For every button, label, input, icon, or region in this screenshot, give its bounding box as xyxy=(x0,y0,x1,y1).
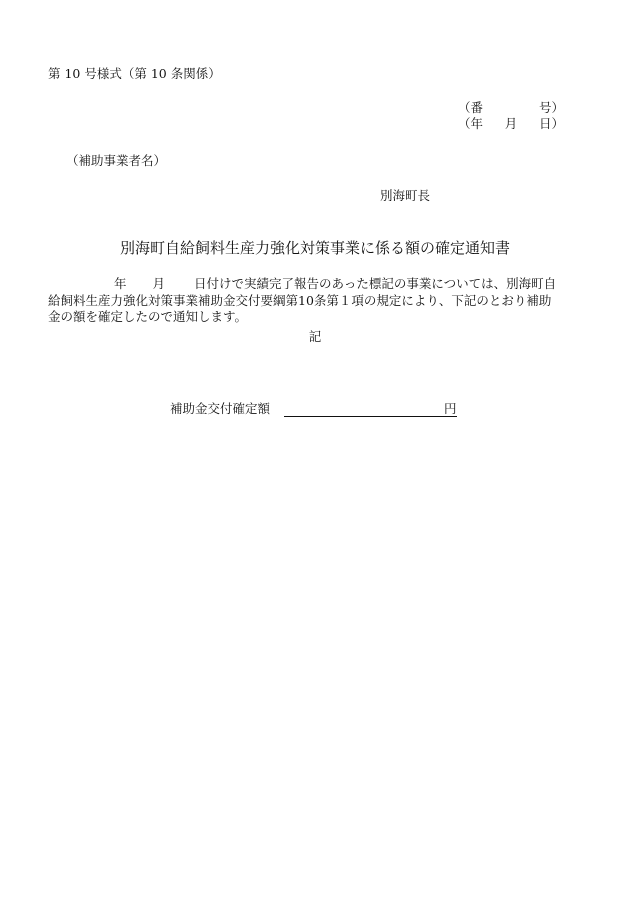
recipient-name: （補助事業者名） xyxy=(66,153,167,168)
body-month: 月 xyxy=(152,276,166,291)
body-line1-rest: 日付けで実績完了報告のあった標記の事業については、別海町自 xyxy=(194,276,557,291)
body-year: 年 xyxy=(114,276,127,291)
date-year: （年 xyxy=(458,116,484,131)
form-number-label: 第 10 号様式（第 10 条関係） xyxy=(48,66,221,81)
reference-date-row xyxy=(458,116,564,132)
number-close: 号） xyxy=(538,100,564,115)
body-line-2: 給飼料生産力強化対策事業補助金交付要綱第10条第１項の規定により、下記のとおり補助 xyxy=(48,292,552,308)
ki-heading: 記 xyxy=(308,329,322,344)
confirmed-amount-unit: 円 xyxy=(444,401,457,416)
reference-number-row xyxy=(458,100,564,116)
confirmed-amount-blank xyxy=(284,402,444,417)
document-title: 別海町自給飼料生産力強化対策事業に係る額の確定通知書 xyxy=(119,239,510,257)
body-line-1 xyxy=(48,276,588,293)
confirmed-amount-label: 補助金交付確定額 xyxy=(170,401,271,416)
body-line-3: 金の額を確定したので通知します。 xyxy=(48,309,248,324)
sender-name: 別海町長 xyxy=(380,188,431,203)
notice-body xyxy=(48,276,588,326)
number-open: （番 xyxy=(458,100,484,115)
reference-number-date-block xyxy=(458,100,564,132)
date-day: 日） xyxy=(538,116,564,131)
confirmed-amount-row xyxy=(170,401,457,417)
date-month: 月 xyxy=(504,116,518,131)
